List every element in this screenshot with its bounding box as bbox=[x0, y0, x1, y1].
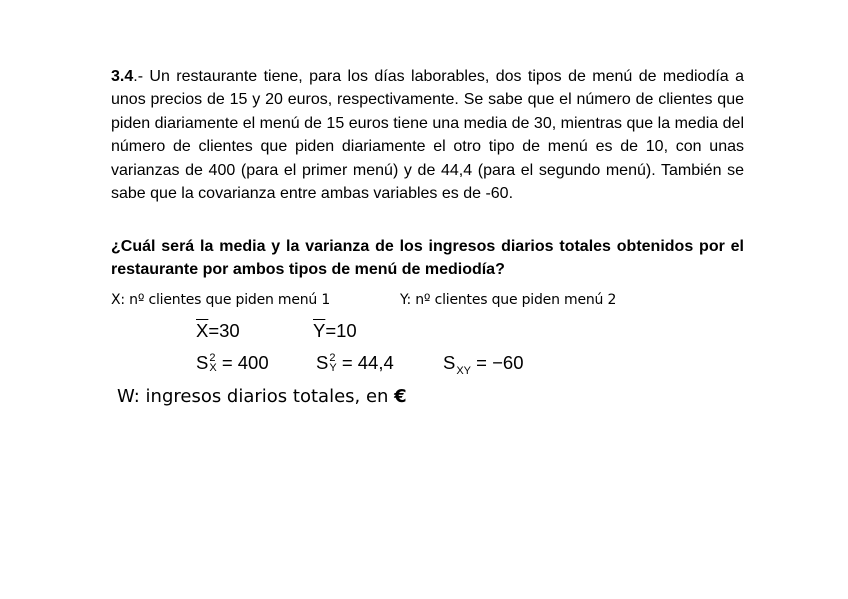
covariance-xy bbox=[443, 352, 524, 377]
mean-y-symbol: $\overline{Y}$ bbox=[313, 320, 326, 341]
problem-text: .- Un restaurante tiene, para los días laborables, dos tipos de menú de mediodía a unos precios de 15 y 20 euros, respectivamente. Se sabe que el número de clientes que piden diariamente el menú de 15 euros tiene una media de 30, mientras que la media del número de clientes que piden diariamente el otro tipo de menú es de 10, con unas varianzas de 400 (para el primer menú) y de 44,4 (para el segundo menú). También se sabe que la covarianza entre ambas variables es de -60. bbox=[111, 68, 744, 203]
variance-y-symbol: S bbox=[316, 352, 329, 373]
variable-x-definition: X: nº clientes que piden menú 1 bbox=[111, 292, 331, 308]
variable-y-definition: Y: nº clientes que piden menú 2 bbox=[400, 292, 617, 308]
problem-statement bbox=[111, 65, 744, 205]
mean-x-value: =30 bbox=[208, 320, 240, 341]
mean-y-value: =10 bbox=[325, 320, 357, 341]
variance-y-exponent: 2 bbox=[329, 352, 336, 365]
variance-x bbox=[196, 352, 269, 374]
problem-question: ¿Cuál será la media y la varianza de los ingresos diarios totales obtenidos por el restaurante por ambos tipos de menú de mediodía? bbox=[111, 238, 744, 278]
variance-y-subscript: Y bbox=[329, 362, 337, 375]
mean-x-symbol: $\overline{X}$ bbox=[196, 320, 209, 341]
euro-symbol: € bbox=[394, 386, 407, 407]
variance-y-value: = 44,4 bbox=[336, 352, 394, 373]
variance-x-symbol: S bbox=[196, 352, 209, 373]
mean-y bbox=[313, 320, 357, 342]
covariance-value: = −60 bbox=[471, 352, 524, 373]
mean-x bbox=[196, 320, 240, 342]
w-definition-text: W: ingresos diarios totales, en bbox=[117, 386, 395, 407]
covariance-subscript: XY bbox=[456, 365, 472, 377]
problem-number: 3.4 bbox=[111, 68, 134, 85]
covariance-symbol: S bbox=[443, 352, 456, 373]
variance-x-value: = 400 bbox=[216, 352, 269, 373]
w-definition bbox=[117, 386, 407, 407]
variance-x-exponent: 2 bbox=[209, 352, 216, 365]
variance-x-subscript: X bbox=[209, 362, 217, 375]
variance-y bbox=[316, 352, 394, 374]
